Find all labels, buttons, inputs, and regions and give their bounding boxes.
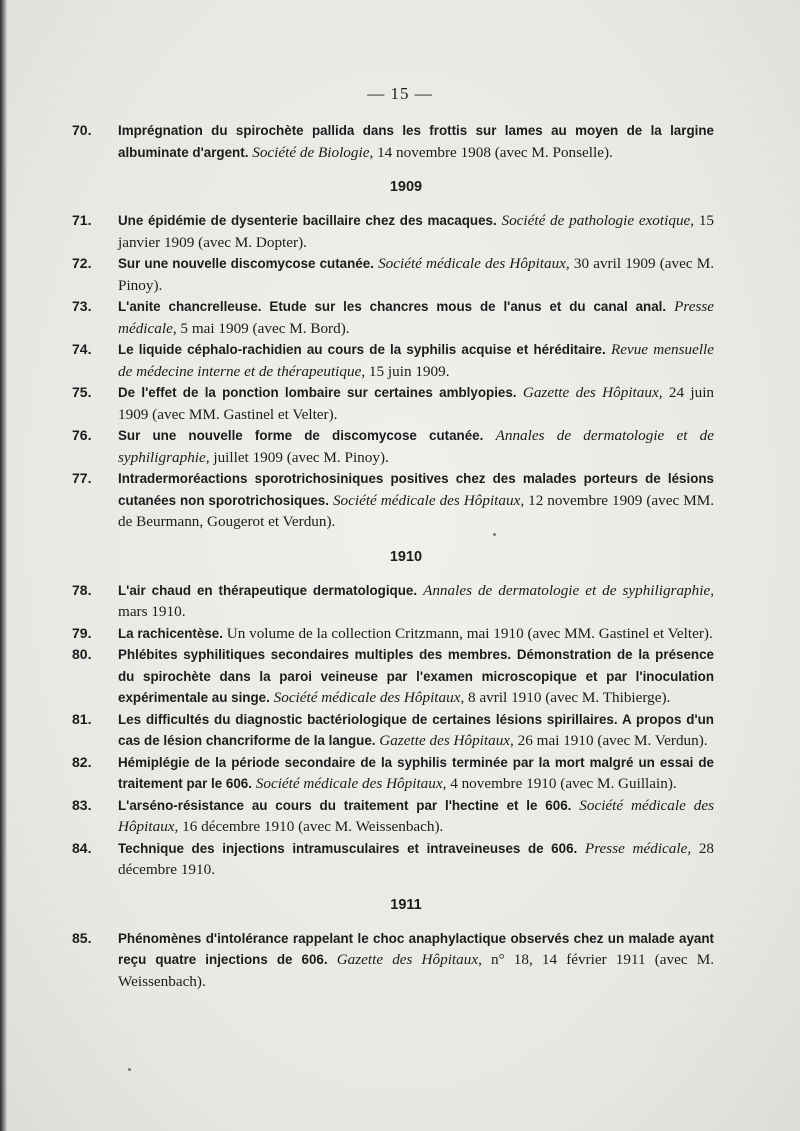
entry-source: Annales de dermatologie et de syphiligraphie, — [423, 581, 715, 599]
entry-number: 77. — [72, 470, 92, 486]
entry-source: Annales de dermatologie et de syphiligraphie, — [118, 427, 715, 466]
entry-source: Société médicale des Hôpitaux, — [332, 491, 525, 509]
entry-number: 80. — [72, 646, 92, 662]
entry-title: Sur une nouvelle forme de discomycose cutanée. — [118, 428, 484, 443]
bibliography-entry — [72, 709, 714, 752]
entry-number: 85. — [72, 929, 92, 946]
entry-title: Phénomènes d'intolérance rappelant le choc anaphylactique observés chez un malade ayant reçu quatre injections de 606. — [118, 930, 714, 967]
entry-title: Les difficultés du diagnostic bactériologique de certaines lésions spirillaires. A propos d'un cas de lésion chancriforme de la langue. — [118, 711, 714, 748]
entry-source: Société médicale des Hôpitaux, — [378, 255, 570, 272]
bibliography-entry — [72, 296, 715, 339]
entry-number: 82. — [72, 753, 92, 770]
bibliography-entry — [72, 580, 715, 623]
entry-number: 78. — [72, 581, 92, 598]
entry-source: Société médicale des Hôpitaux, — [273, 689, 465, 706]
bibliography-entry — [72, 120, 714, 163]
bibliography-entry — [72, 795, 714, 838]
entry-source: Presse médicale, — [584, 839, 692, 857]
entry-source: Société de Biologie, — [252, 143, 374, 161]
entry-title: Sur une nouvelle discomycose cutanée. — [118, 256, 374, 271]
entry-title: Technique des injections intramusculaires et intraveineuses de 606. — [118, 840, 578, 856]
entry-source: Gazette des Hôpitaux, — [379, 732, 514, 749]
entry-details: 16 décembre 1910 (avec M. Weissenbach). — [182, 818, 444, 835]
ink-speck — [493, 533, 496, 536]
entry-details: 28 décembre 1910. — [118, 839, 714, 878]
entry-title: La rachicentèse. — [118, 625, 223, 641]
entry-number: 71. — [72, 212, 92, 228]
entry-source: Gazette des Hôpitaux, — [336, 951, 482, 968]
entry-number: 84. — [72, 839, 92, 856]
entry-details: 15 juin 1909. — [368, 362, 450, 380]
bibliography-entry — [72, 644, 714, 709]
entry-details: 5 mai 1909 (avec M. Bord). — [180, 319, 350, 337]
entry-number: 73. — [72, 298, 92, 314]
entry-details: Un volume de la collection Critzmann, mai 1910 (avec MM. Gastinel et Velter). — [226, 624, 713, 642]
entry-number: 74. — [72, 341, 92, 357]
bibliography-entry — [72, 838, 714, 881]
year-heading: 1910 — [389, 548, 423, 565]
entry-source: Société de pathologie exotique, — [501, 212, 695, 229]
entry-title: De l'effet de la ponction lombaire sur certaines amblyopies. — [118, 385, 517, 400]
entry-details: 26 mai 1910 (avec M. Verdun). — [517, 732, 708, 749]
entry-title: Hémiplégie de la période secondaire de la syphilis terminée par la mort malgré un essai de traitement par le 606. — [118, 754, 714, 791]
bibliography-entry — [72, 339, 714, 382]
entry-number: 79. — [72, 624, 92, 641]
entry-details: mars 1910. — [118, 603, 186, 620]
entry-details: juillet 1909 (avec M. Pinoy). — [213, 448, 389, 466]
bibliography-entry — [72, 623, 714, 645]
entry-number: 83. — [72, 796, 92, 813]
entry-details: 30 avril 1909 (avec M. Pinoy). — [118, 255, 715, 294]
year-heading: 1909 — [389, 179, 423, 195]
entry-source: Société médicale des Hôpitaux, — [118, 796, 714, 835]
entry-title: L'air chaud en thérapeutique dermatologique. — [118, 582, 418, 598]
bibliography-entry — [72, 752, 714, 795]
entry-source: Presse médicale, — [118, 298, 715, 337]
entry-details: 4 novembre 1910 (avec M. Guillain). — [450, 775, 677, 792]
bibliography-entry — [72, 210, 715, 253]
entry-details: 14 novembre 1908 (avec M. Ponselle). — [377, 143, 613, 161]
entry-title: Phlébites syphilitiques secondaires multiples des membres. Démonstration de la présence du spirochète dans la paroi veineuse par l'examen microscopique et par l'inoculation expérimentale au singe. — [118, 647, 714, 705]
entry-title: Imprégnation du spirochète pallida dans les frottis sur lames au moyen de la largine albuminate d'argent. — [118, 123, 714, 160]
entry-details: 12 novembre 1909 (avec MM. de Beurmann, Gougerot et Verdun). — [118, 491, 715, 530]
page-number: — 15 — — [367, 84, 433, 103]
year-heading: 1911 — [390, 896, 422, 913]
entry-number: 76. — [72, 427, 92, 443]
entry-details: 24 juin 1909 (avec MM. Gastinel et Velter). — [118, 384, 715, 423]
entry-number: 75. — [72, 384, 92, 400]
bibliography-entry — [72, 382, 715, 425]
entry-title: Intradermoréactions sporotrichosiniques positives chez des malades porteurs de lésions cutanées non sporotrichosiques. — [118, 471, 714, 508]
bibliography-entry — [72, 425, 715, 468]
entry-details: n° 18, 14 février 1911 (avec M. Weissenbach). — [118, 951, 715, 990]
entry-title: Une épidémie de dysenterie bacillaire chez des macaques. — [118, 213, 497, 228]
entry-details: 15 janvier 1909 (avec M. Dopter). — [118, 212, 715, 251]
entry-details: 8 avril 1910 (avec M. Thibierge). — [468, 689, 671, 706]
entry-number: 72. — [72, 255, 92, 271]
bibliography-list — [72, 120, 715, 992]
bibliography-entry — [72, 468, 715, 533]
entry-source: Revue mensuelle de médecine interne et de thérapeutique, — [118, 341, 714, 380]
bibliography-entry — [72, 253, 715, 296]
entry-source: Société médicale des Hôpitaux, — [255, 775, 447, 792]
ink-speck — [128, 1068, 131, 1071]
entry-source: Gazette des Hôpitaux, — [522, 384, 663, 401]
bibliography-entry — [72, 928, 715, 993]
entry-title: L'anite chancrelleuse. Etude sur les chancres mous de l'anus et du canal anal. — [118, 299, 667, 314]
entry-number: 70. — [72, 122, 92, 138]
entry-title: Le liquide céphalo-rachidien au cours de la syphilis acquise et héréditaire. — [118, 342, 606, 357]
entry-title: L'arséno-résistance au cours du traitement par l'hectine et le 606. — [118, 797, 572, 813]
entry-number: 81. — [72, 710, 92, 727]
page-edge-shadow — [0, 0, 7, 1131]
